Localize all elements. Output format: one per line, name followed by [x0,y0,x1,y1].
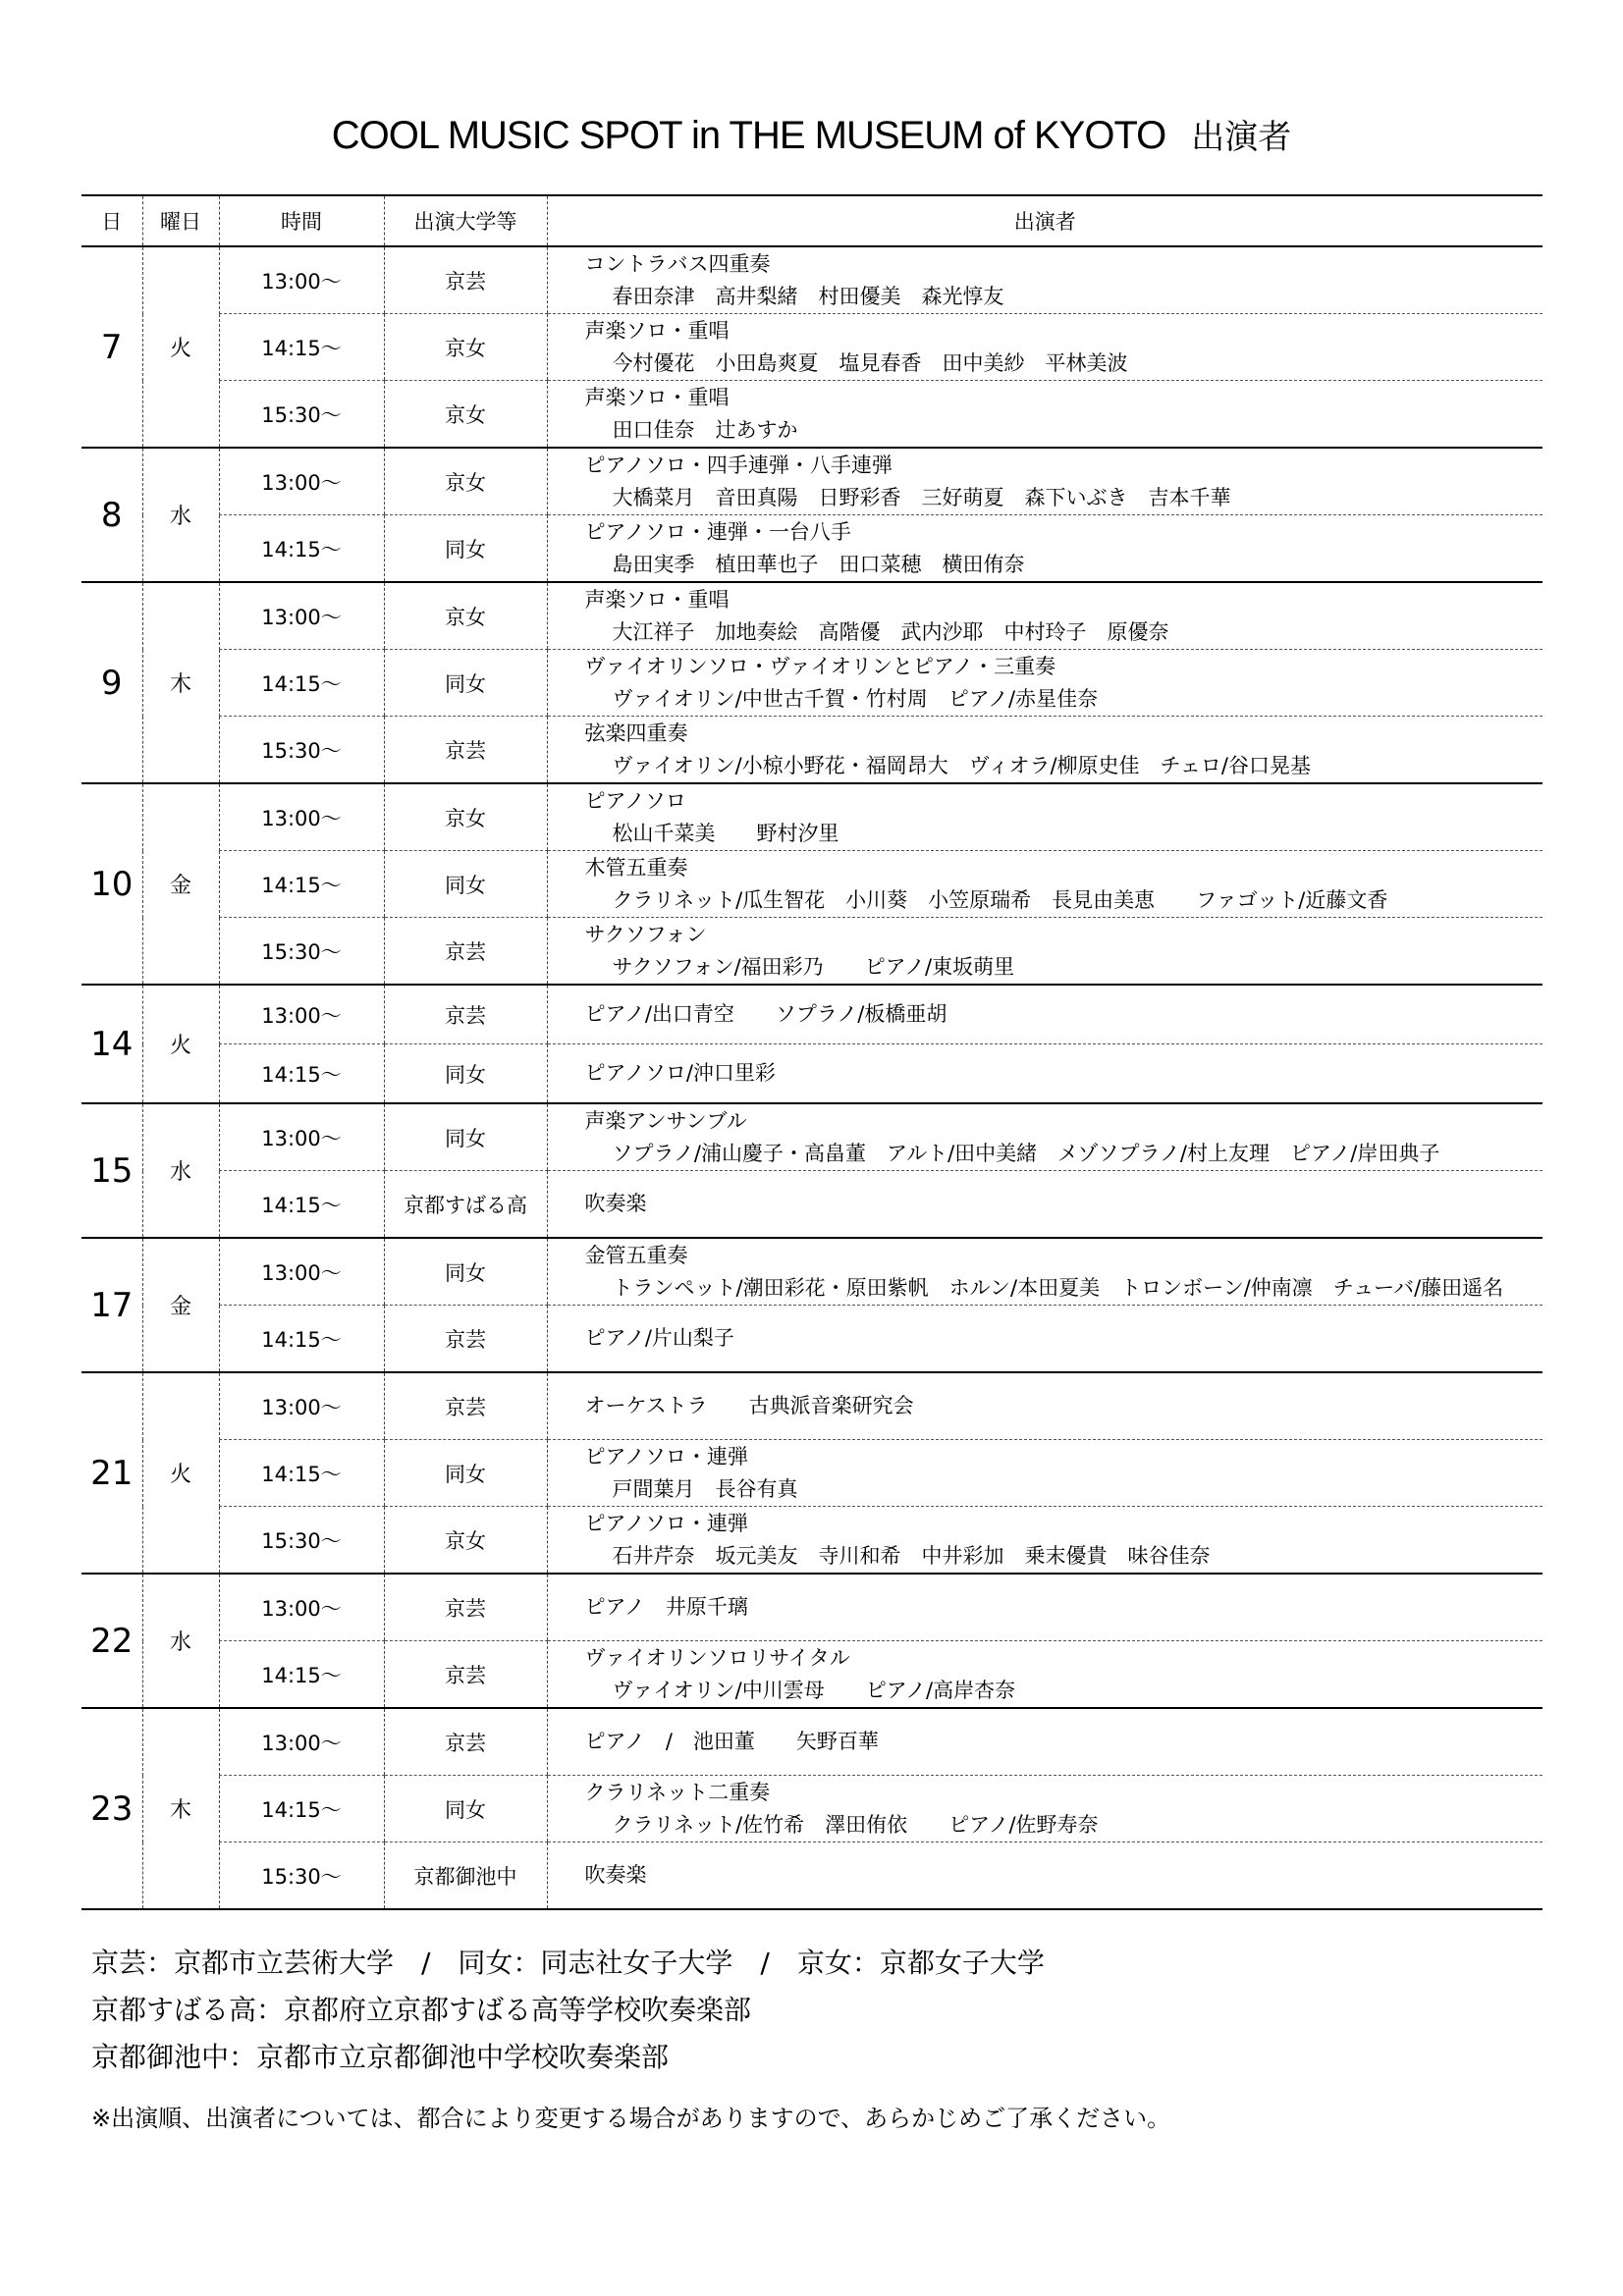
page-title [0,106,1623,167]
table-row [81,1641,1542,1709]
program-title: ヴァイオリンソロ・ヴァイオリンとピアノ・三重奏 [584,654,1056,678]
university-cell: 同女 [384,1776,547,1842]
table-row [81,650,1542,717]
performer-names: ヴァイオリン/中川雲母 ピアノ/高岸杏奈 [612,1678,1016,1702]
table-row [81,1842,1542,1910]
performer-names: 石井芹奈 坂元美友 寺川和希 中井彩加 乗末優貴 味谷佳奈 [612,1543,1211,1568]
program-title: ピアノソロ・連弾 [584,1511,748,1535]
performer-names: クラリネット/佐竹希 澤田侑依 ピアノ/佐野寿奈 [612,1812,1099,1837]
performer-cell [547,448,1542,515]
performer-cell [547,314,1542,381]
day-cell: 7 [81,246,142,448]
performer-cell [547,650,1542,717]
university-cell: 同女 [384,1440,547,1507]
table-row [81,381,1542,449]
university-cell: 京女 [384,1507,547,1575]
performer-names: 田口佳奈 辻あすか [612,417,798,442]
program-title: 吹奏楽 [584,1863,647,1887]
table-row [81,985,1542,1044]
performer-names: ヴァイオリン/中世古千賀・竹村周 ピアノ/赤星佳奈 [612,686,1099,711]
university-cell: 京芸 [384,1641,547,1709]
schedule-table [81,194,1542,1910]
performer-cell [547,1574,1542,1641]
time-cell: 15:30～ [219,381,384,449]
day-cell: 8 [81,448,142,582]
weekday-cell: 木 [142,582,219,783]
university-cell: 京女 [384,381,547,449]
weekday-cell: 金 [142,1238,219,1372]
table-row [81,1507,1542,1575]
university-cell: 京芸 [384,1372,547,1440]
program-title: オーケストラ 古典派音楽研究会 [584,1394,914,1417]
performer-names: 松山千菜美 野村汐里 [612,821,839,845]
performer-names: 今村優花 小田島爽夏 塩見春香 田中美紗 平林美波 [612,350,1128,375]
table-row [81,1440,1542,1507]
weekday-cell: 火 [142,985,219,1103]
legend-line-2: 京都すばる高：京都府立京都すばる高等学校吹奏楽部 [91,1994,752,2026]
table-row [81,1044,1542,1104]
performer-names: トランペット/潮田彩花・原田紫帆 ホルン/本田夏美 トロンボーン/仲南凛 チューバ/藤田遥名 [612,1275,1504,1300]
program-title: ピアノソロ・連弾・一台八手 [584,519,851,544]
time-cell: 14:15～ [219,1641,384,1709]
weekday-cell: 木 [142,1708,219,1909]
university-cell: 同女 [384,1103,547,1171]
time-cell: 13:00～ [219,1708,384,1776]
performer-cell [547,1306,1542,1373]
header-performer: 出演者 [547,195,1542,246]
performer-names: クラリネット/瓜生智花 小川葵 小笠原瑞希 長見由美恵 ファゴット/近藤文香 [612,887,1388,912]
day-cell: 10 [81,783,142,985]
day-cell: 21 [81,1372,142,1574]
time-cell: 14:15～ [219,851,384,918]
performer-cell [547,1238,1542,1306]
header-university: 出演大学等 [384,195,547,246]
weekday-cell: 水 [142,1103,219,1238]
table-row [81,918,1542,986]
time-cell: 13:00～ [219,1238,384,1306]
time-cell: 13:00～ [219,985,384,1044]
performer-cell [547,918,1542,986]
performer-cell [547,1103,1542,1171]
performer-names: サクソフォン/福田彩乃 ピアノ/東坂萌里 [612,954,1015,979]
program-title: 声楽ソロ・重唱 [584,385,730,409]
program-title: ピアノ / 池田董 矢野百華 [584,1730,879,1753]
time-cell: 14:15～ [219,650,384,717]
program-title: ピアノ/片山梨子 [584,1326,734,1350]
program-title: ピアノ 井原千璃 [584,1595,748,1619]
program-title: 吹奏楽 [584,1192,647,1215]
university-cell: 京芸 [384,1574,547,1641]
university-cell: 京芸 [384,717,547,784]
program-title: クラリネット二重奏 [584,1780,771,1804]
day-cell: 14 [81,985,142,1103]
university-cell: 京芸 [384,246,547,314]
weekday-cell: 水 [142,1574,219,1708]
university-cell: 京女 [384,314,547,381]
performer-cell [547,515,1542,583]
table-row [81,1574,1542,1641]
time-cell: 14:15～ [219,1044,384,1104]
performer-names: ソプラノ/浦山慶子・高畠董 アルト/田中美緒 メゾソプラノ/村上友理 ピアノ/岸田典子 [612,1141,1440,1165]
disclaimer-note: ※出演順、出演者については、都合により変更する場合がありますので、あらかじめご了承ください。 [91,2105,1171,2132]
program-title: ピアノソロ/沖口里彩 [584,1061,776,1085]
university-cell: 同女 [384,650,547,717]
performer-cell [547,1641,1542,1709]
university-cell: 京女 [384,448,547,515]
table-row [81,783,1542,851]
performer-cell [547,246,1542,314]
title-sub: 出演者 [1191,119,1292,156]
table-row [81,246,1542,314]
weekday-cell: 金 [142,783,219,985]
university-cell: 京芸 [384,918,547,986]
performer-names: ヴァイオリン/小椋小野花・福岡昂大 ヴィオラ/柳原史佳 チェロ/谷口晃基 [612,753,1311,777]
program-title: ピアノ/出口青空 ソプラノ/板橋亜胡 [584,1002,947,1026]
performer-cell [547,1842,1542,1910]
program-title: ピアノソロ・連弾 [584,1444,748,1468]
time-cell: 15:30～ [219,717,384,784]
title-main: COOL MUSIC SPOT in THE MUSEUM of KYOTO [331,114,1166,157]
time-cell: 15:30～ [219,918,384,986]
university-cell: 京芸 [384,1306,547,1373]
university-cell: 同女 [384,851,547,918]
weekday-cell: 火 [142,1372,219,1574]
time-cell: 13:00～ [219,783,384,851]
program-title: 声楽ソロ・重唱 [584,318,730,343]
university-cell: 京都すばる高 [384,1171,547,1239]
table-row [81,1103,1542,1171]
time-cell: 13:00～ [219,448,384,515]
performer-cell [547,1044,1542,1104]
time-cell: 14:15～ [219,1306,384,1373]
day-cell: 9 [81,582,142,783]
day-cell: 17 [81,1238,142,1372]
program-title: ヴァイオリンソロリサイタル [584,1645,850,1670]
day-cell: 15 [81,1103,142,1238]
program-title: 弦楽四重奏 [584,721,688,745]
university-cell: 同女 [384,1044,547,1104]
table-row [81,448,1542,515]
performer-names: 春田奈津 高井梨緒 村田優美 森光惇友 [612,284,1004,308]
university-cell: 京芸 [384,985,547,1044]
table-row [81,1171,1542,1239]
table-row [81,1372,1542,1440]
performer-cell [547,717,1542,784]
performer-cell [547,1171,1542,1239]
program-title: 木管五重奏 [584,855,688,880]
time-cell: 14:15～ [219,1171,384,1239]
table-row [81,314,1542,381]
program-title: 声楽ソロ・重唱 [584,587,730,612]
table-row [81,1306,1542,1373]
header-time: 時間 [219,195,384,246]
performer-names: 島田実季 植田華也子 田口菜穂 横田侑奈 [612,552,1025,576]
performer-cell [547,851,1542,918]
table-row [81,1238,1542,1306]
footer-legend [91,1940,1170,2142]
performer-cell [547,582,1542,650]
performer-names: 大江祥子 加地奏絵 高階優 武内沙耶 中村玲子 原優奈 [612,619,1169,644]
time-cell: 13:00～ [219,582,384,650]
performer-cell [547,985,1542,1044]
table-row [81,582,1542,650]
weekday-cell: 水 [142,448,219,582]
program-title: サクソフォン [584,922,707,946]
weekday-cell: 火 [142,246,219,448]
program-title: 金管五重奏 [584,1243,688,1267]
time-cell: 14:15～ [219,1776,384,1842]
day-cell: 23 [81,1708,142,1909]
performer-cell [547,1507,1542,1575]
performer-names: 戸間葉月 長谷有真 [612,1476,798,1501]
time-cell: 13:00～ [219,1372,384,1440]
table-row [81,1776,1542,1842]
university-cell: 同女 [384,515,547,583]
day-cell: 22 [81,1574,142,1708]
performer-cell [547,1776,1542,1842]
performer-cell [547,783,1542,851]
program-title: コントラバス四重奏 [584,251,771,276]
table-row [81,717,1542,784]
time-cell: 15:30～ [219,1842,384,1910]
university-cell: 京都御池中 [384,1842,547,1910]
time-cell: 13:00～ [219,1103,384,1171]
header-day: 日 [81,195,142,246]
table-row [81,515,1542,583]
performer-cell [547,1372,1542,1440]
performer-cell [547,1440,1542,1507]
table-row [81,1708,1542,1776]
performer-names: 大橋菜月 音田真陽 日野彩香 三好萌夏 森下いぶき 吉本千華 [612,485,1231,509]
time-cell: 14:15～ [219,515,384,583]
program-title: ピアノソロ・四手連弾・八手連弾 [584,453,893,477]
header-row [81,195,1542,246]
header-weekday: 曜日 [142,195,219,246]
time-cell: 14:15～ [219,314,384,381]
legend-line-1: 京芸：京都市立芸術大学 / 同女：同志社女子大学 / 京女：京都女子大学 [91,1947,1045,1979]
time-cell: 14:15～ [219,1440,384,1507]
time-cell: 13:00～ [219,246,384,314]
university-cell: 京芸 [384,1708,547,1776]
program-title: 声楽アンサンブル [584,1108,747,1133]
legend-line-3: 京都御池中：京都市立京都御池中学校吹奏楽部 [91,2041,670,2073]
program-title: ピアノソロ [584,788,686,813]
performer-cell [547,1708,1542,1776]
time-cell: 13:00～ [219,1574,384,1641]
table-row [81,851,1542,918]
university-cell: 京女 [384,783,547,851]
performer-cell [547,381,1542,449]
university-cell: 京女 [384,582,547,650]
university-cell: 同女 [384,1238,547,1306]
time-cell: 15:30～ [219,1507,384,1575]
